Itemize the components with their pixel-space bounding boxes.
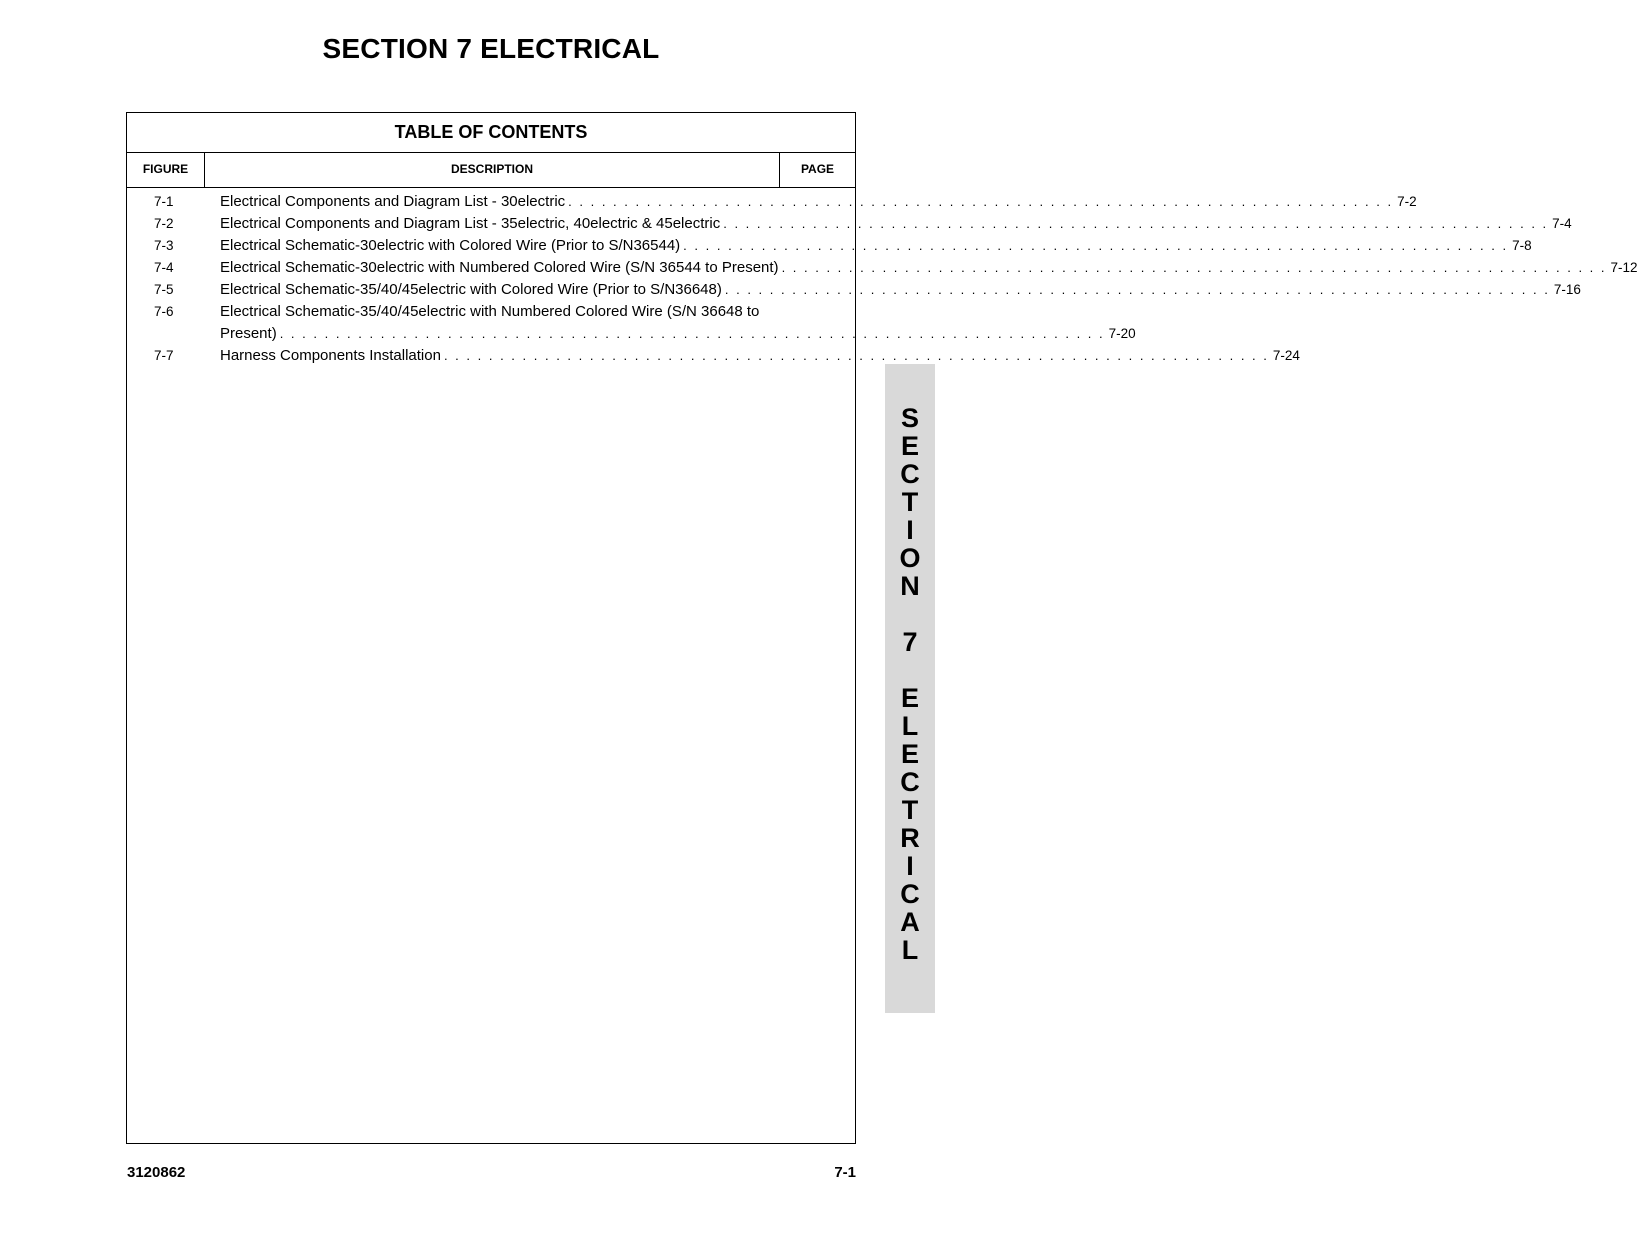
toc-entry-leader-dots: . . . . . . . . . . . . . . . . . . . . . . . . . . . . . . . . . . . . . . . . . . . . . . . . . . . . . . . . . . . . . . . . . . . . . . . . . . <box>443 348 1269 363</box>
toc-entry[interactable] <box>127 213 1572 235</box>
toc-entry-description: Electrical Components and Diagram List - 35electric, 40electric & 45electric <box>220 215 721 232</box>
toc-entry-page: 7-12 <box>1610 260 1638 275</box>
toc-entry-leader-dots: . . . . . . . . . . . . . . . . . . . . . . . . . . . . . . . . . . . . . . . . . . . . . . . . . . . . . . . . . . . . . . . . . . . . . . . . . . <box>568 194 1394 209</box>
toc-entry-page: 7-2 <box>1397 194 1417 209</box>
figure-column-header: FIGURE <box>127 153 205 187</box>
toc-entry-figure: 7-3 <box>154 238 174 253</box>
toc-entry[interactable] <box>127 257 1638 279</box>
toc-entry[interactable] <box>127 279 1581 301</box>
toc-entry[interactable] <box>127 345 1300 367</box>
toc-entry-figure: 7-1 <box>154 194 174 209</box>
section-title: SECTION 7 ELECTRICAL <box>322 33 660 64</box>
toc-entry-figure: 7-2 <box>154 216 174 231</box>
toc-entry-page: 7-8 <box>1512 238 1532 253</box>
toc-entries <box>127 188 1638 367</box>
toc-entry-description: Harness Components Installation <box>220 347 441 364</box>
description-column-header: DESCRIPTION <box>205 153 780 187</box>
toc-entry-leader-dots: . . . . . . . . . . . . . . . . . . . . . . . . . . . . . . . . . . . . . . . . . . . . . . . . . . . . . . . . . . . . . . . . . . . . . . . . . . <box>724 282 1550 297</box>
toc-entry-page: 7-16 <box>1553 282 1581 297</box>
toc-entry-leader-dots: . . . . . . . . . . . . . . . . . . . . . . . . . . . . . . . . . . . . . . . . . . . . . . . . . . . . . . . . . . . . . . . . . . . . . . . . . . <box>683 238 1509 253</box>
toc-heading: TABLE OF CONTENTS <box>127 113 855 153</box>
toc-entry-page: 7-24 <box>1272 348 1300 363</box>
section-side-tab <box>885 364 935 1013</box>
toc-entry-figure: 7-5 <box>154 282 174 297</box>
toc-entry-description: Present) <box>220 325 277 342</box>
toc-entry-description: Electrical Schematic-35/40/45electric with Colored Wire (Prior to S/N36648) <box>220 281 722 298</box>
toc-header-row <box>127 153 855 188</box>
page-column-header: PAGE <box>800 162 835 176</box>
toc-entry-description: Electrical Schematic-30electric with Numbered Colored Wire (S/N 36544 to Present) <box>220 259 779 276</box>
toc-entry-leader-dots: . . . . . . . . . . . . . . . . . . . . . . . . . . . . . . . . . . . . . . . . . . . . . . . . . . . . . . . . . . . . . . . . . . . . . . . . . . <box>723 216 1549 231</box>
toc-entry[interactable] <box>127 301 1136 345</box>
toc-entry[interactable] <box>127 191 1417 213</box>
toc-entry-page: 7-4 <box>1552 216 1572 231</box>
toc-entry[interactable] <box>127 235 1532 257</box>
toc-entry-leader-dots: . . . . . . . . . . . . . . . . . . . . . . . . . . . . . . . . . . . . . . . . . . . . . . . . . . . . . . . . . . . . . . . . . . . . . . . . . . <box>279 326 1105 341</box>
toc-entry-description: Electrical Schematic-35/40/45electric with Numbered Colored Wire (S/N 36648 to <box>220 303 760 320</box>
toc-entry-figure: 7-6 <box>154 304 174 319</box>
toc-entry-leader-dots: . . . . . . . . . . . . . . . . . . . . . . . . . . . . . . . . . . . . . . . . . . . . . . . . . . . . . . . . . . . . . . . . . . . . . . . . . . <box>781 260 1607 275</box>
toc-entry-description: Electrical Components and Diagram List - 30electric <box>220 193 566 210</box>
side-tab-label: S E C T I O N 7 E L E C T R I C A L <box>899 403 921 965</box>
toc-entry-figure: 7-7 <box>154 348 174 363</box>
footer-page-number: 7-1 <box>834 1164 856 1181</box>
toc-entry-figure: 7-4 <box>154 260 174 275</box>
toc-entry-description: Electrical Schematic-30electric with Colored Wire (Prior to S/N36544) <box>220 237 681 254</box>
toc-entry-page: 7-20 <box>1108 326 1136 341</box>
footer-doc-number: 3120862 <box>127 1164 186 1181</box>
